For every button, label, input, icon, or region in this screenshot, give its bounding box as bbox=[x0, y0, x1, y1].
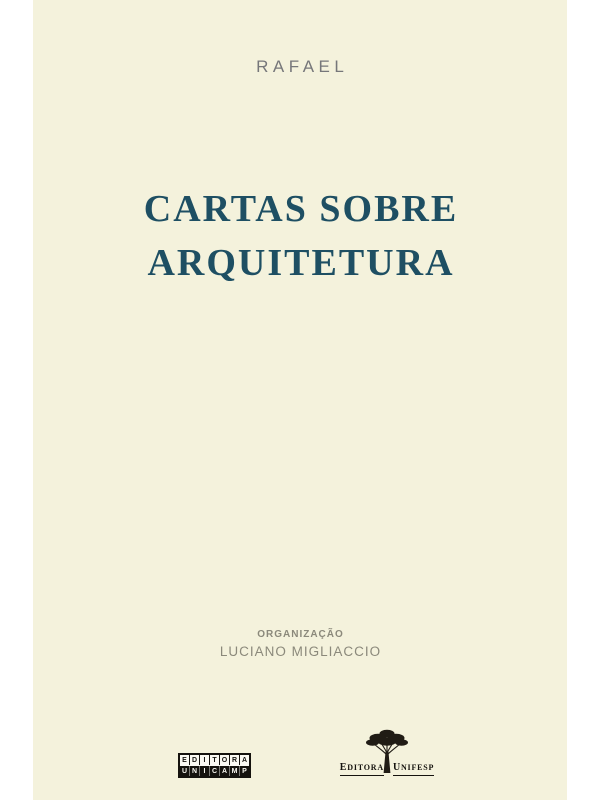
unicamp-letter-cell: U bbox=[181, 767, 188, 775]
unicamp-letter-cell: E bbox=[182, 756, 187, 764]
unicamp-letter-cell: N bbox=[189, 766, 199, 776]
organization-label: ORGANIZAÇÃO bbox=[257, 629, 344, 640]
book-title bbox=[33, 182, 567, 290]
unicamp-letter-cell: I bbox=[199, 766, 209, 776]
unicamp-letter-cell: A bbox=[239, 755, 249, 765]
unifesp-word-unifesp: UNIFESP bbox=[393, 762, 434, 776]
unicamp-letter-cell: I bbox=[199, 755, 209, 765]
unicamp-letter-cell: R bbox=[229, 755, 239, 765]
unicamp-letter-cell: D bbox=[189, 755, 199, 765]
unicamp-letter-cell: M bbox=[229, 766, 239, 776]
unicamp-letter-cell: P bbox=[239, 766, 249, 776]
editora-unicamp-logo bbox=[178, 753, 251, 778]
author-name: RAFAEL bbox=[256, 57, 349, 76]
unicamp-row-unicamp bbox=[180, 765, 249, 776]
unifesp-word-editora: EDITORA bbox=[340, 762, 384, 776]
unicamp-row-editora bbox=[180, 755, 249, 765]
unicamp-letter-cell: T bbox=[209, 755, 219, 765]
editora-unifesp-logo bbox=[339, 727, 435, 777]
unicamp-letter-cell: C bbox=[209, 766, 219, 776]
unicamp-letter-cell: A bbox=[219, 766, 229, 776]
organizer-name: LUCIANO MIGLIACCIO bbox=[219, 644, 382, 659]
title-line-1: CARTAS SOBRE bbox=[143, 188, 459, 230]
title-line-2: ARQUITETURA bbox=[147, 242, 455, 284]
unicamp-letter-cell: O bbox=[219, 755, 229, 765]
book-cover bbox=[33, 0, 567, 800]
organization-block bbox=[33, 629, 567, 659]
unifesp-wordmark bbox=[339, 762, 435, 776]
